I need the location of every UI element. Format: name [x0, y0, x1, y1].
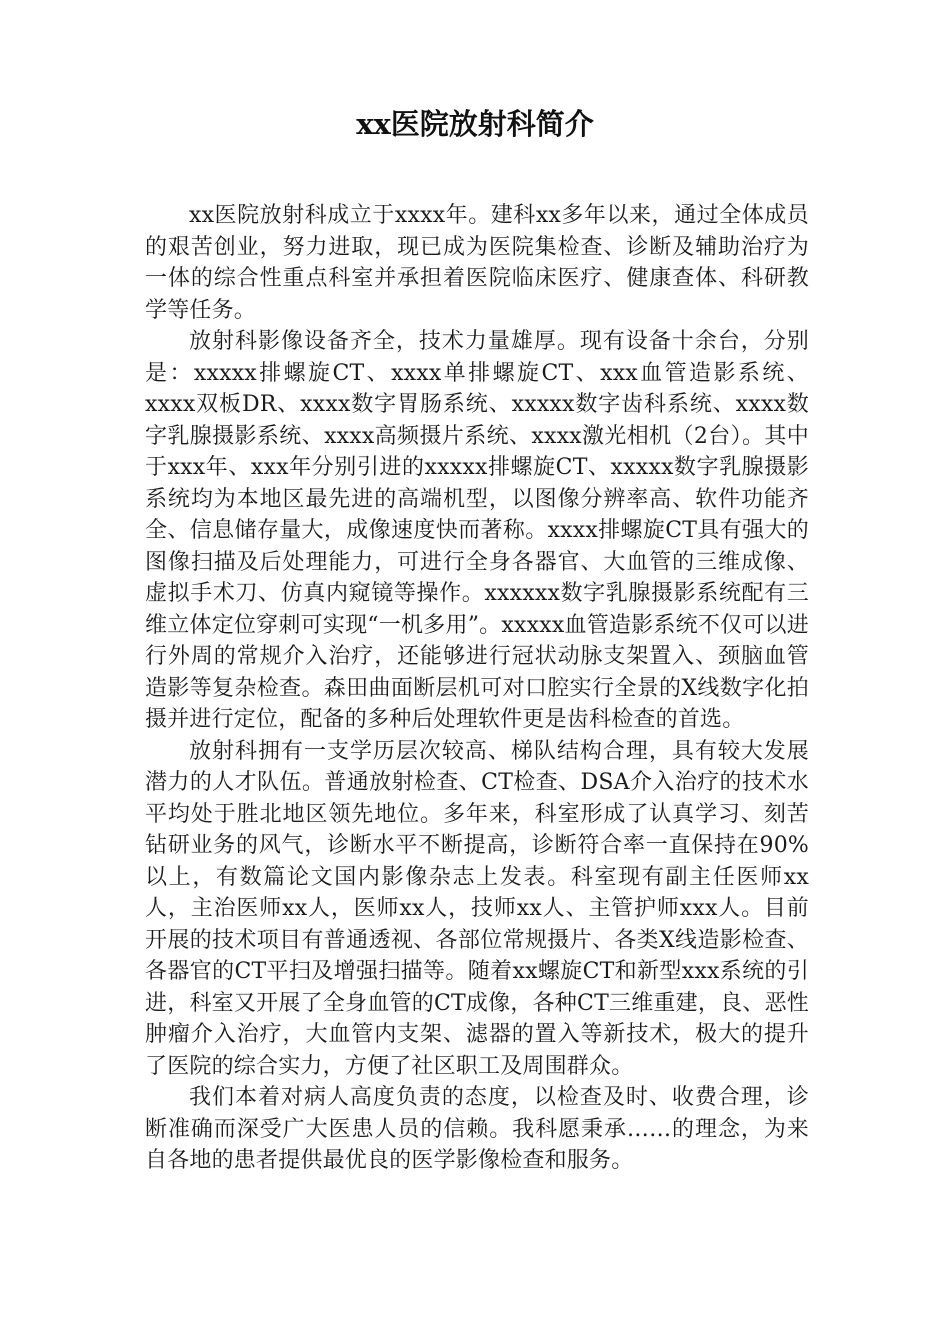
paragraph-service: 我们本着对病人高度负责的态度，以检查及时、收费合理，诊断准确而深受广大医患人员的信赖。我科愿秉承……的理念，为来自各地的患者提供最优良的医学影像检查和服务。 [145, 1085, 809, 1173]
document-body [145, 200, 809, 1177]
paragraph-equipment: 放射科影像设备齐全，技术力量雄厚。现有设备十余台，分别是：xxxxx排螺旋CT、xxxx单排螺旋CT、xxx血管造影系统、xxxx双板DR、xxxx数字胃肠系统、xxxxx数字齿科系统、xxxx数字乳腺摄影系统、xxxx高频摄片系统、xxxx激光相机（2台）。其中于xxx年、xxx年分别引进的xxxxx排螺旋CT、xxxxx数字乳腺摄影系统均为本地区最先进的高端机型，以图像分辨率高、软件功能齐全、信息储存量大，成像速度快而著称。xxxx排螺旋CT具有强大的图像扫描及后处理能力，可进行全身各器官、大血管的三维成像、虚拟手术刀、仿真内窥镜等操作。xxxxxx数字乳腺摄影系统配有三维立体定位穿刺可实现“一机多用”。xxxxx血管造影系统不仅可以进行外周的常规介入治疗，还能够进行冠状动脉支架置入、颈脑血管造影等复杂检查。森田曲面断层机可对口腔实行全景的X线数字化拍摄并进行定位，配备的多种后处理软件更是齿科检查的首选。 [145, 329, 809, 732]
document-title: xx医院放射科简介 [356, 107, 594, 141]
paragraph-staff: 放射科拥有一支学历层次较高、梯队结构合理，具有较大发展潜力的人才队伍。普通放射检查、CT检查、DSA介入治疗的技术水平均处于胜北地区领先地位。多年来，科室形成了认真学习、刻苦钻研业务的风气，诊断水平不断提高，诊断符合率一直保持在90%以上，有数篇论文国内影像杂志上发表。科室现有副主任医师xx人，主治医师xx人，医师xx人，技师xx人、主管护师xxx人。目前开展的技术项目有普通透视、各部位常规摄片、各类X线造影检查、各器官的CT平扫及增强扫描等。随着xx螺旋CT和新型xxx系统的引进，科室又开展了全身血管的CT成像，各种CT三维重建，良、恶性肿瘤介入治疗，大血管内支架、滤器的置入等新技术，极大的提升了医院的综合实力，方便了社区职工及周围群众。 [145, 738, 809, 1079]
paragraph-founding: xx医院放射科成立于xxxx年。建科xx多年以来，通过全体成员的艰苦创业，努力进取，现已成为医院集检查、诊断及辅助治疗为一体的综合性重点科室并承担着医院临床医疗、健康查体、科研教学等任务。 [145, 203, 809, 323]
